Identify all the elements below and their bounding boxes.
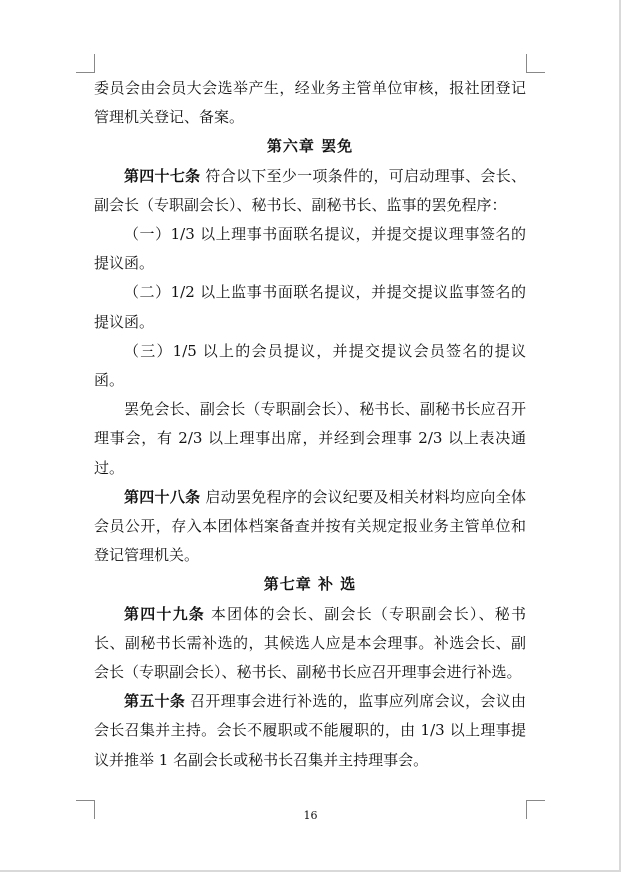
article-label: 第五十条 — [124, 692, 186, 711]
list-item: （三）1/5 以上的会员提议，并提交提议会员签名的提议函。 — [94, 341, 526, 390]
list-item: （二）1/2 以上监事书面联名提议，并提交提议监事签名的提议函。 — [94, 283, 526, 331]
document-body — [94, 74, 526, 775]
article-text: 符合以下至少一项条件的，可启动理事、会长、副会长（专职副会长）、秘书长、副秘书长、监事的罢免程序： — [94, 166, 526, 214]
article-label: 第四十九条 — [124, 604, 205, 623]
chapter-heading: 第六章 罢免 — [266, 137, 354, 156]
article-paragraph — [94, 687, 526, 775]
paragraph: 委员会由会员大会选举产生，经业务主管单位审核，报社团登记管理机关登记、备案。 — [94, 79, 526, 127]
paragraph: 罢免会长、副会长（专职副会长）、秘书长、副秘书长应召开理事会，有 2/3 以上理事出席，并经到会理事 2/3 以上表决通过。 — [94, 400, 526, 477]
article-label: 第四十八条 — [124, 487, 201, 506]
article-text: 召开理事会进行补选的，监事应列席会议，会议由会长召集并主持。会长不履职或不能履职的，由 1/3 以上理事提议并推举 1 名副会长或秘书长召集并主持理事会。 — [94, 692, 526, 769]
article-text: 启动罢免程序的会议纪要及相关材料均应向全体会员公开，存入本团体档案备查并按有关规定报业务主管单位和登记管理机关。 — [94, 487, 526, 565]
crop-mark-top-right — [526, 54, 545, 73]
article-text: 本团体的会长、副会长（专职副会长）、秘书长、副秘书长需补选的，其候选人应是本会理事。补选会长、副会长（专职副会长）、秘书长、副秘书长应召开理事会进行补选。 — [94, 604, 526, 682]
article-label: 第四十七条 — [124, 166, 201, 185]
page-number: 16 — [303, 809, 318, 822]
article-paragraph — [94, 483, 526, 571]
crop-mark-top-left — [76, 54, 95, 73]
article-paragraph — [94, 600, 526, 688]
chapter-heading: 第七章 补 选 — [263, 575, 357, 594]
article-paragraph — [94, 162, 526, 220]
list-item: （一）1/3 以上理事书面联名提议，并提交提议理事签名的提议函。 — [94, 225, 526, 273]
